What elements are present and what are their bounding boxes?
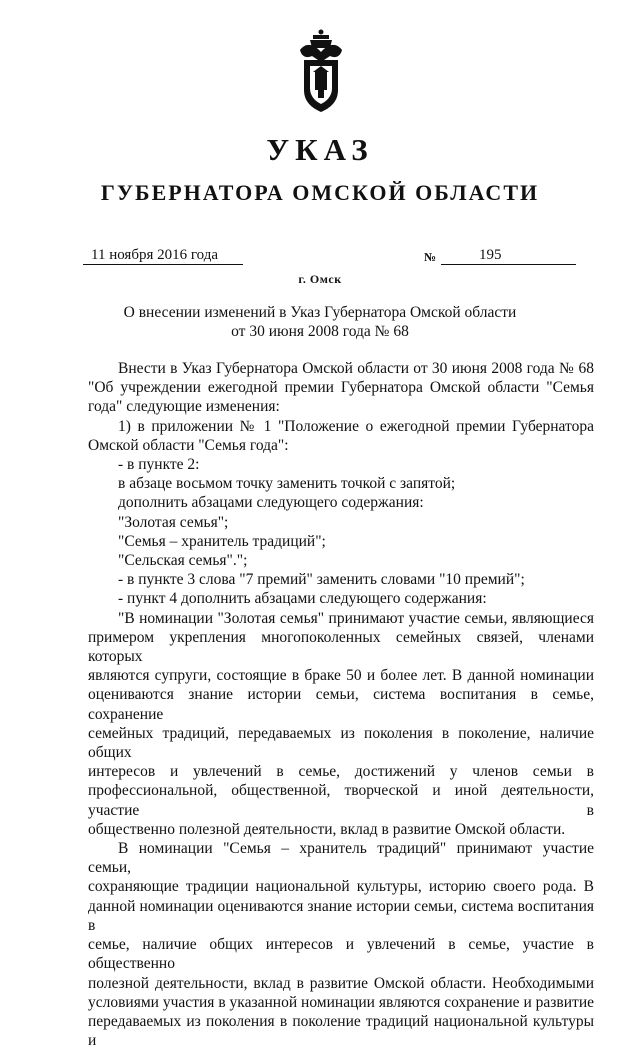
text-line: оцениваются знание истории семьи, система воспитания в семье, сохранение <box>88 686 594 723</box>
text-line: семье, наличие общих интересов и увлечений в семье, участие в общественно <box>88 936 594 973</box>
text-line: передаваемых из поколения в поколение традиций национальной культуры и <box>88 1012 594 1050</box>
text-line: полезной деятельности, вклад в развитие Омской области. Необходимыми <box>88 974 594 992</box>
text-line: - в пункте 3 слова "7 премий" заменить словами "10 премий"; <box>118 571 525 589</box>
text-line: общественно полезной деятельности, вклад в развитие Омской области. <box>88 820 566 838</box>
decree-subject <box>0 303 640 341</box>
document-body <box>88 359 594 1050</box>
omsk-coat-of-arms-emblem <box>296 28 346 114</box>
city-label: г. Омск <box>298 272 342 286</box>
text-line: примером укрепления многопоколенных семейных связей, членами которых <box>88 628 594 666</box>
decree-date: 11 ноября 2016 года <box>83 246 243 265</box>
text-line: "Золотая семья"; <box>118 513 229 531</box>
text-line: данной номинации оцениваются знание истории семьи, система воспитания в <box>88 897 594 934</box>
text-line: являются супруги, состоящие в браке 50 и более лет. В данной номинации <box>88 667 594 685</box>
text-line: "Сельская семья"."; <box>118 552 248 570</box>
text-line: В номинации "Семья – хранитель традиций" принимают участие семьи, <box>88 840 594 877</box>
text-line: сохраняющие традиции национальной культуры, историю своего рода. В <box>88 878 594 896</box>
text-line: 1) в приложении № 1 "Положение о ежегодной премии Губернатора <box>118 417 594 435</box>
subject-line: от 30 июня 2008 года № 68 <box>231 323 409 340</box>
text-line: условиями участия в указанной номинации являются сохранение и развитие <box>88 993 594 1011</box>
document-subtitle: ГУБЕРНАТОРА ОМСКОЙ ОБЛАСТИ <box>100 180 540 205</box>
text-line: в абзаце восьмом точку заменить точкой с запятой; <box>118 475 456 493</box>
decree-number: 195 <box>479 247 502 263</box>
text-line: "Об учреждении ежегодной премии Губернатора Омской области "Семья <box>88 379 594 397</box>
text-line: - в пункте 2: <box>118 456 200 474</box>
text-line: интересов и увлечений в семье, достижений у членов семьи в <box>88 763 594 781</box>
subject-line: О внесении изменений в Указ Губернатора Омской области <box>123 304 517 321</box>
text-line: "Семья – хранитель традиций"; <box>118 532 326 550</box>
text-line: семейных традиций, передаваемых из поколения в поколение, наличие общих <box>88 724 594 762</box>
text-line: года" следующие изменения: <box>88 398 280 416</box>
text-line: профессиональной, общественной, творческой и иной деятельности, участие в <box>88 782 594 819</box>
text-line: Внести в Указ Губернатора Омской области от 30 июня 2008 года № 68 <box>118 360 594 377</box>
text-line: - пункт 4 дополнить абзацами следующего содержания: <box>118 590 487 608</box>
document-title: УКАЗ <box>266 132 374 167</box>
number-label: № <box>424 250 437 264</box>
decree-number-field <box>441 246 576 265</box>
text-line: Омской области "Семья года": <box>88 436 289 454</box>
text-line: "В номинации "Золотая семья" принимают участие семьи, являющиеся <box>118 609 594 627</box>
text-line: дополнить абзацами следующего содержания: <box>118 494 424 512</box>
